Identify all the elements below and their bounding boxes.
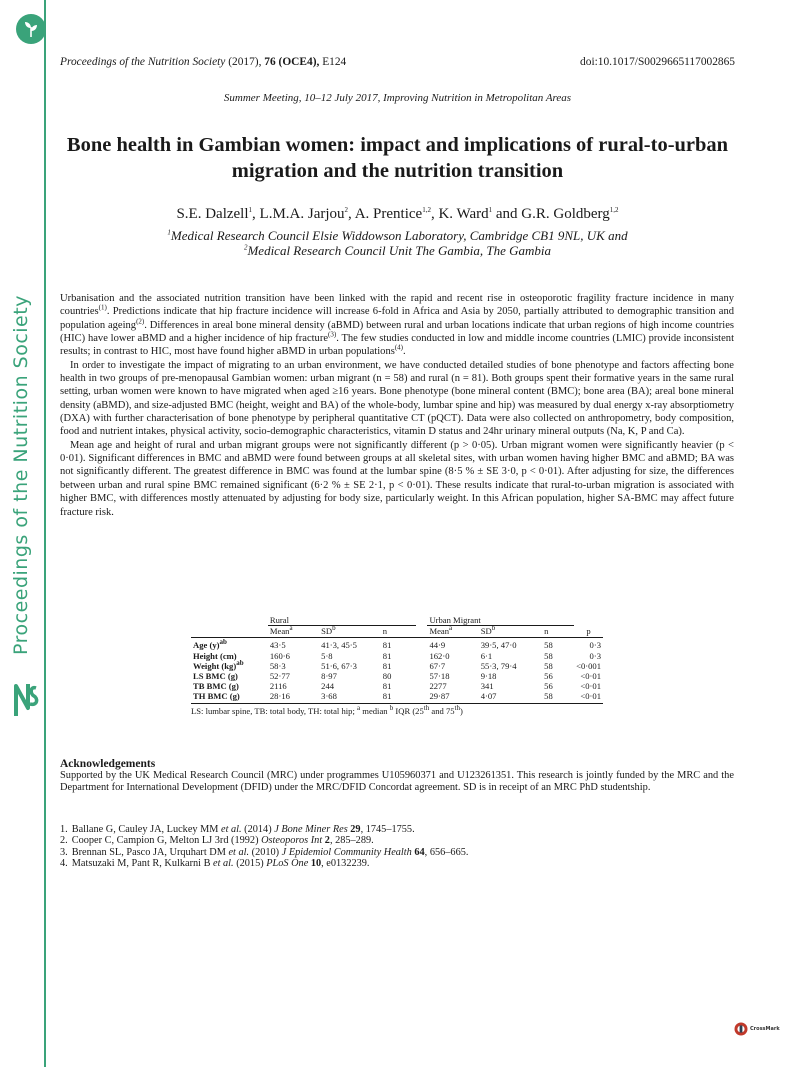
journal-year: (2017),	[228, 56, 262, 68]
journal-citation-line	[60, 56, 735, 68]
table-row: TH BMC (g) 28·16 3·68 81 29·87 4·07 58 <0·01	[193, 691, 601, 702]
journal-name: Proceedings of the Nutrition Society	[60, 56, 226, 68]
reference-item: 4. Matsuzaki M, Pant R, Kulkarni B et al. (2015) PLoS One 10, e0132239.	[60, 858, 370, 870]
col-header-n: n	[381, 626, 416, 638]
table-row: TB BMC (g) 2116 244 81 2277 341 56 <0·01	[193, 681, 601, 692]
reference-item: 1. Ballane G, Cauley JA, Luckey MM et al. (2014) J Bone Miner Res 29, 1745–1755.	[60, 824, 415, 835]
title-line: Bone health in Gambian women: impact and implications of rural-to-urban	[66, 134, 729, 156]
journal-vertical-title: Proceedings of the Nutrition Society	[10, 295, 32, 655]
author: K. Ward$^1$ and	[438, 206, 522, 222]
table-row: Age $(y)^{ab}$ 43·5 41·3, 45·5 81 44·9 39·5, 47·0 58 0·3	[193, 638, 601, 651]
reference-item: 2. Cooper C, Campion G, Melton LJ 3rd (1992) Osteoporos Int 2, 285–289.	[60, 835, 374, 847]
author-list	[60, 206, 735, 223]
sidebar-rule	[44, 0, 46, 1067]
author: A. Prentice$^{1,2}$,	[354, 206, 439, 222]
col-header-mean: Mean$^a$	[268, 626, 319, 638]
article-title	[60, 132, 735, 184]
paragraph: Urbanisation and the associated nutrition transition have been linked with the rapid and recent rise in osteoporotic fragility fracture incidence in many countries$^{(1)}$. Predictions indicate that hip fracture incidence will increase 6-fold in Africa and Asia by 2050, partially attributed to demographic transition and population ageing$^{(2)}$. Differences in areal bone mineral density (aBMD) between rural and urban locations indicate that urban regions of high income countries (HIC) have lower aBMD and a higher incidence of hip fracture$^{(3)}$. The few studies conducted in low and middle income countries (LMIC) provide inconsistent results; in contrast to HIC, most have found higher aBMD in urban populations$^{(4)}$.	[60, 293, 735, 358]
doi[interactable]: doi:10.1017/S0029665117002865	[580, 56, 735, 68]
col-header-mean: Mean$^a$	[427, 626, 478, 638]
paragraph: Mean age and height of rural and urban migrant groups were not significantly different (p > 0·05). Urban migrant women were significantly heavier (p < 0·01). Significant differences in BMC and aBMD were found between groups at all skeletal sites, with urban women having higher BMC and aBMD; BA was not significantly different. The greatest difference in BMC was found at the lumbar spine (8·5 % ± SE 3·0, p < 0·01). After adjusting for size, the differences between urban and rural spine BMC remained significant (6·2 % ± SE 2·1, p < 0·01). These results indicate that rural-to-urban migration is associated with higher BMC, with differences mostly attenuated by adjusting for body size, particularly weight. In this African population, higher SA-BMC may affect future fracture risk.	[60, 439, 734, 518]
col-header-n: n	[542, 626, 574, 638]
table-row: Height (cm) 160·6 5·8 81 162·0 6·1 58 0·3	[193, 650, 601, 661]
table-footnote: LS: lumbar spine, TB: total body, TH: total hip; $^a$ median $^b$ IQR (25th and 75th)	[191, 703, 463, 716]
crossmark-label: CrossMark	[750, 1026, 780, 1032]
acknowledgements-heading: Acknowledgements	[60, 758, 156, 770]
author: L.M.A. Jarjou$^2$,	[259, 206, 355, 222]
author: G.R. Goldberg$^{1,2}$	[521, 206, 619, 222]
col-header-sd: $SD^b$	[479, 626, 542, 638]
col-header-p: p	[574, 626, 603, 638]
affiliation: $^2$Medical Research Council Unit The Gambia, The Gambia	[243, 243, 552, 258]
journal-volume: 76 (OCE4),	[264, 56, 320, 68]
journal-citation	[60, 56, 346, 68]
table-row: LS BMC (g) 52·77 8·97 80 57·18 9·18 56 <0·01	[193, 671, 601, 682]
group-header-rural: Rural	[268, 615, 416, 626]
reference-item: 3. Brennan SL, Pasco JA, Urquhart DM et al. (2010) J Epidemiol Community Health 64, 656–665.	[60, 846, 469, 858]
crossmark-icon	[734, 1022, 748, 1036]
author: S.E. Dalzell$^1$,	[176, 206, 260, 222]
meeting-line: Summer Meeting, 10–12 July 2017, Improving Nutrition in Metropolitan Areas	[223, 92, 572, 104]
leaf-icon	[16, 14, 46, 44]
col-header-sd: $SD^b$	[319, 626, 381, 638]
reference-list	[60, 824, 734, 870]
table-group-header-row	[191, 615, 603, 626]
table-row: Weight (kg)$^{ab}$ 58·3 51·6, 67·3 81 67·7 55·3, 79·4 58 <0·001	[193, 658, 601, 671]
title-line: migration and the nutrition transition	[231, 160, 564, 182]
group-header-urban: Urban Migrant	[427, 615, 574, 626]
acknowledgements-text: Supported by the UK Medical Research Council (MRC) under programmes U105960371 and U123261351. This research is jointly funded by the MRC and the Department for International Development (DFID) under the MRC/DFID Concordat agreement. SD is in receipt of an MRC PhD studentship.	[60, 770, 734, 794]
table-column-header-row	[191, 626, 603, 638]
ns-logo-icon	[12, 680, 40, 720]
crossmark-badge[interactable]	[734, 1022, 780, 1036]
paragraph: In order to investigate the impact of migrating to an urban environment, we have conducted detailed studies of bone phenotype and factors affecting bone health in two groups of pre-menopausal Gambian women: urban migrant (n = 58) and rural (n = 81). Both groups spent their formative years in the same rural setting, urban women were known to have migrated when aged ≥16 years. Bone phenotype (bone mineral content (BMC); bone area (BA); areal bone mineral density (aBMD), and size-adjusted BMC (height, weight and BA) of the whole-body, lumbar spine and hip) was measured by dual energy x-ray absorptiometry (DXA) with further characterisation of bone phenotype by peripheral quantitative CT (pQCT). Data were also collected on anthropometry, body composition, food and nutrient intakes, physical activity, socio-demographic characteristics, vitamin D status and 24hr urinary mineral outputs (Na, K, P and Ca).	[60, 359, 734, 438]
results-table	[191, 615, 603, 716]
article-number: E124	[322, 56, 347, 68]
affiliation: $^1$Medical Research Council Elsie Widdowson Laboratory, Cambridge CB1 9NL, UK and	[167, 228, 628, 243]
abstract-body	[60, 292, 734, 519]
